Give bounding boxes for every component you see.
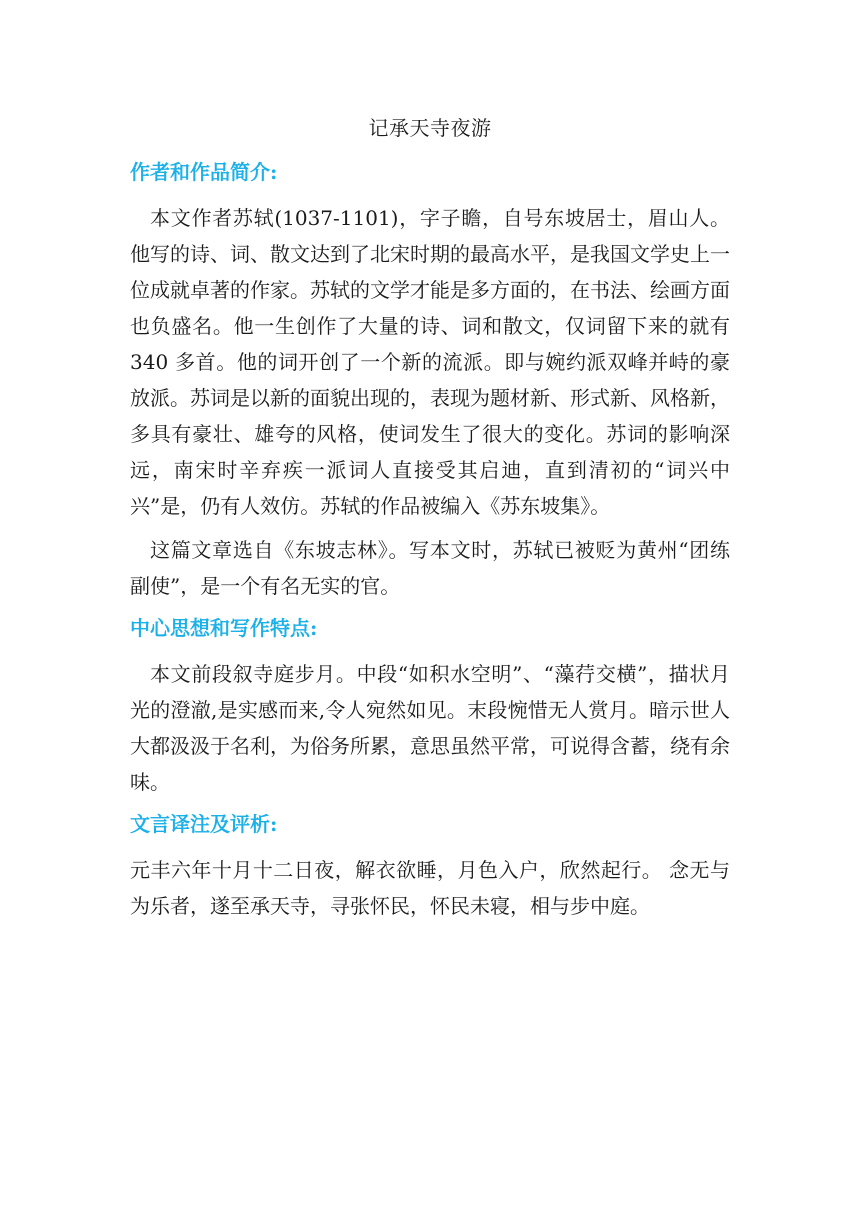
section-heading-author-intro: 作者和作品简介: [130, 160, 278, 184]
paragraph-theme: 本文前段叙寺庭步月。中段“如积水空明”、“藻荇交横”，描状月光的澄澈,是实感而来,令人宛然如见。末段惋惜无人赏月。暗示世人大都汲汲于名利，为俗务所累，意思虽然平常，可说得含蓄，绕有余味。 [130, 662, 730, 794]
paragraph-author-bio: 本文作者苏轼(1037-1101)，字子瞻，自号东坡居士，眉山人。他写的诗、词、散文达到了北宋时期的最高水平，是我国文学史上一位成就卓著的作家。苏轼的文学才能是多方面的，在书法、绘画方面也负盛名。他一生创作了大量的诗、词和散文，仅词留下来的就有 340 多首。他的词开创了一个新的流派。即与婉约派双峰并峙的豪放派。苏词是以新的面貌出现的，表现为题材新、形式新、风格新，多具有豪壮、雄夸的风格，使词发生了很大的变化。苏词的影响深远，南宋时辛弃疾一派词人直接受其启迪，直到清初的“词兴中兴”是，仍有人效仿。苏轼的作品被编入《苏东坡集》。 [130, 206, 730, 518]
paragraph-classical-text: 元丰六年十月十二日夜，解衣欲睡，月色入户，欣然起行。 念无与为乐者，遂至承天寺，寻张怀民，怀民未寝，相与步中庭。 [130, 858, 730, 918]
document-title: 记承天寺夜游 [368, 116, 492, 140]
document-body [130, 154, 730, 924]
paragraph-source-note: 这篇文章选自《东坡志林》。写本文时，苏轼已被贬为黄州“团练副使”，是一个有名无实的官。 [130, 538, 730, 598]
section-heading-annotation: 文言译注及评析: [130, 812, 278, 836]
section-heading-theme: 中心思想和写作特点: [130, 616, 318, 640]
